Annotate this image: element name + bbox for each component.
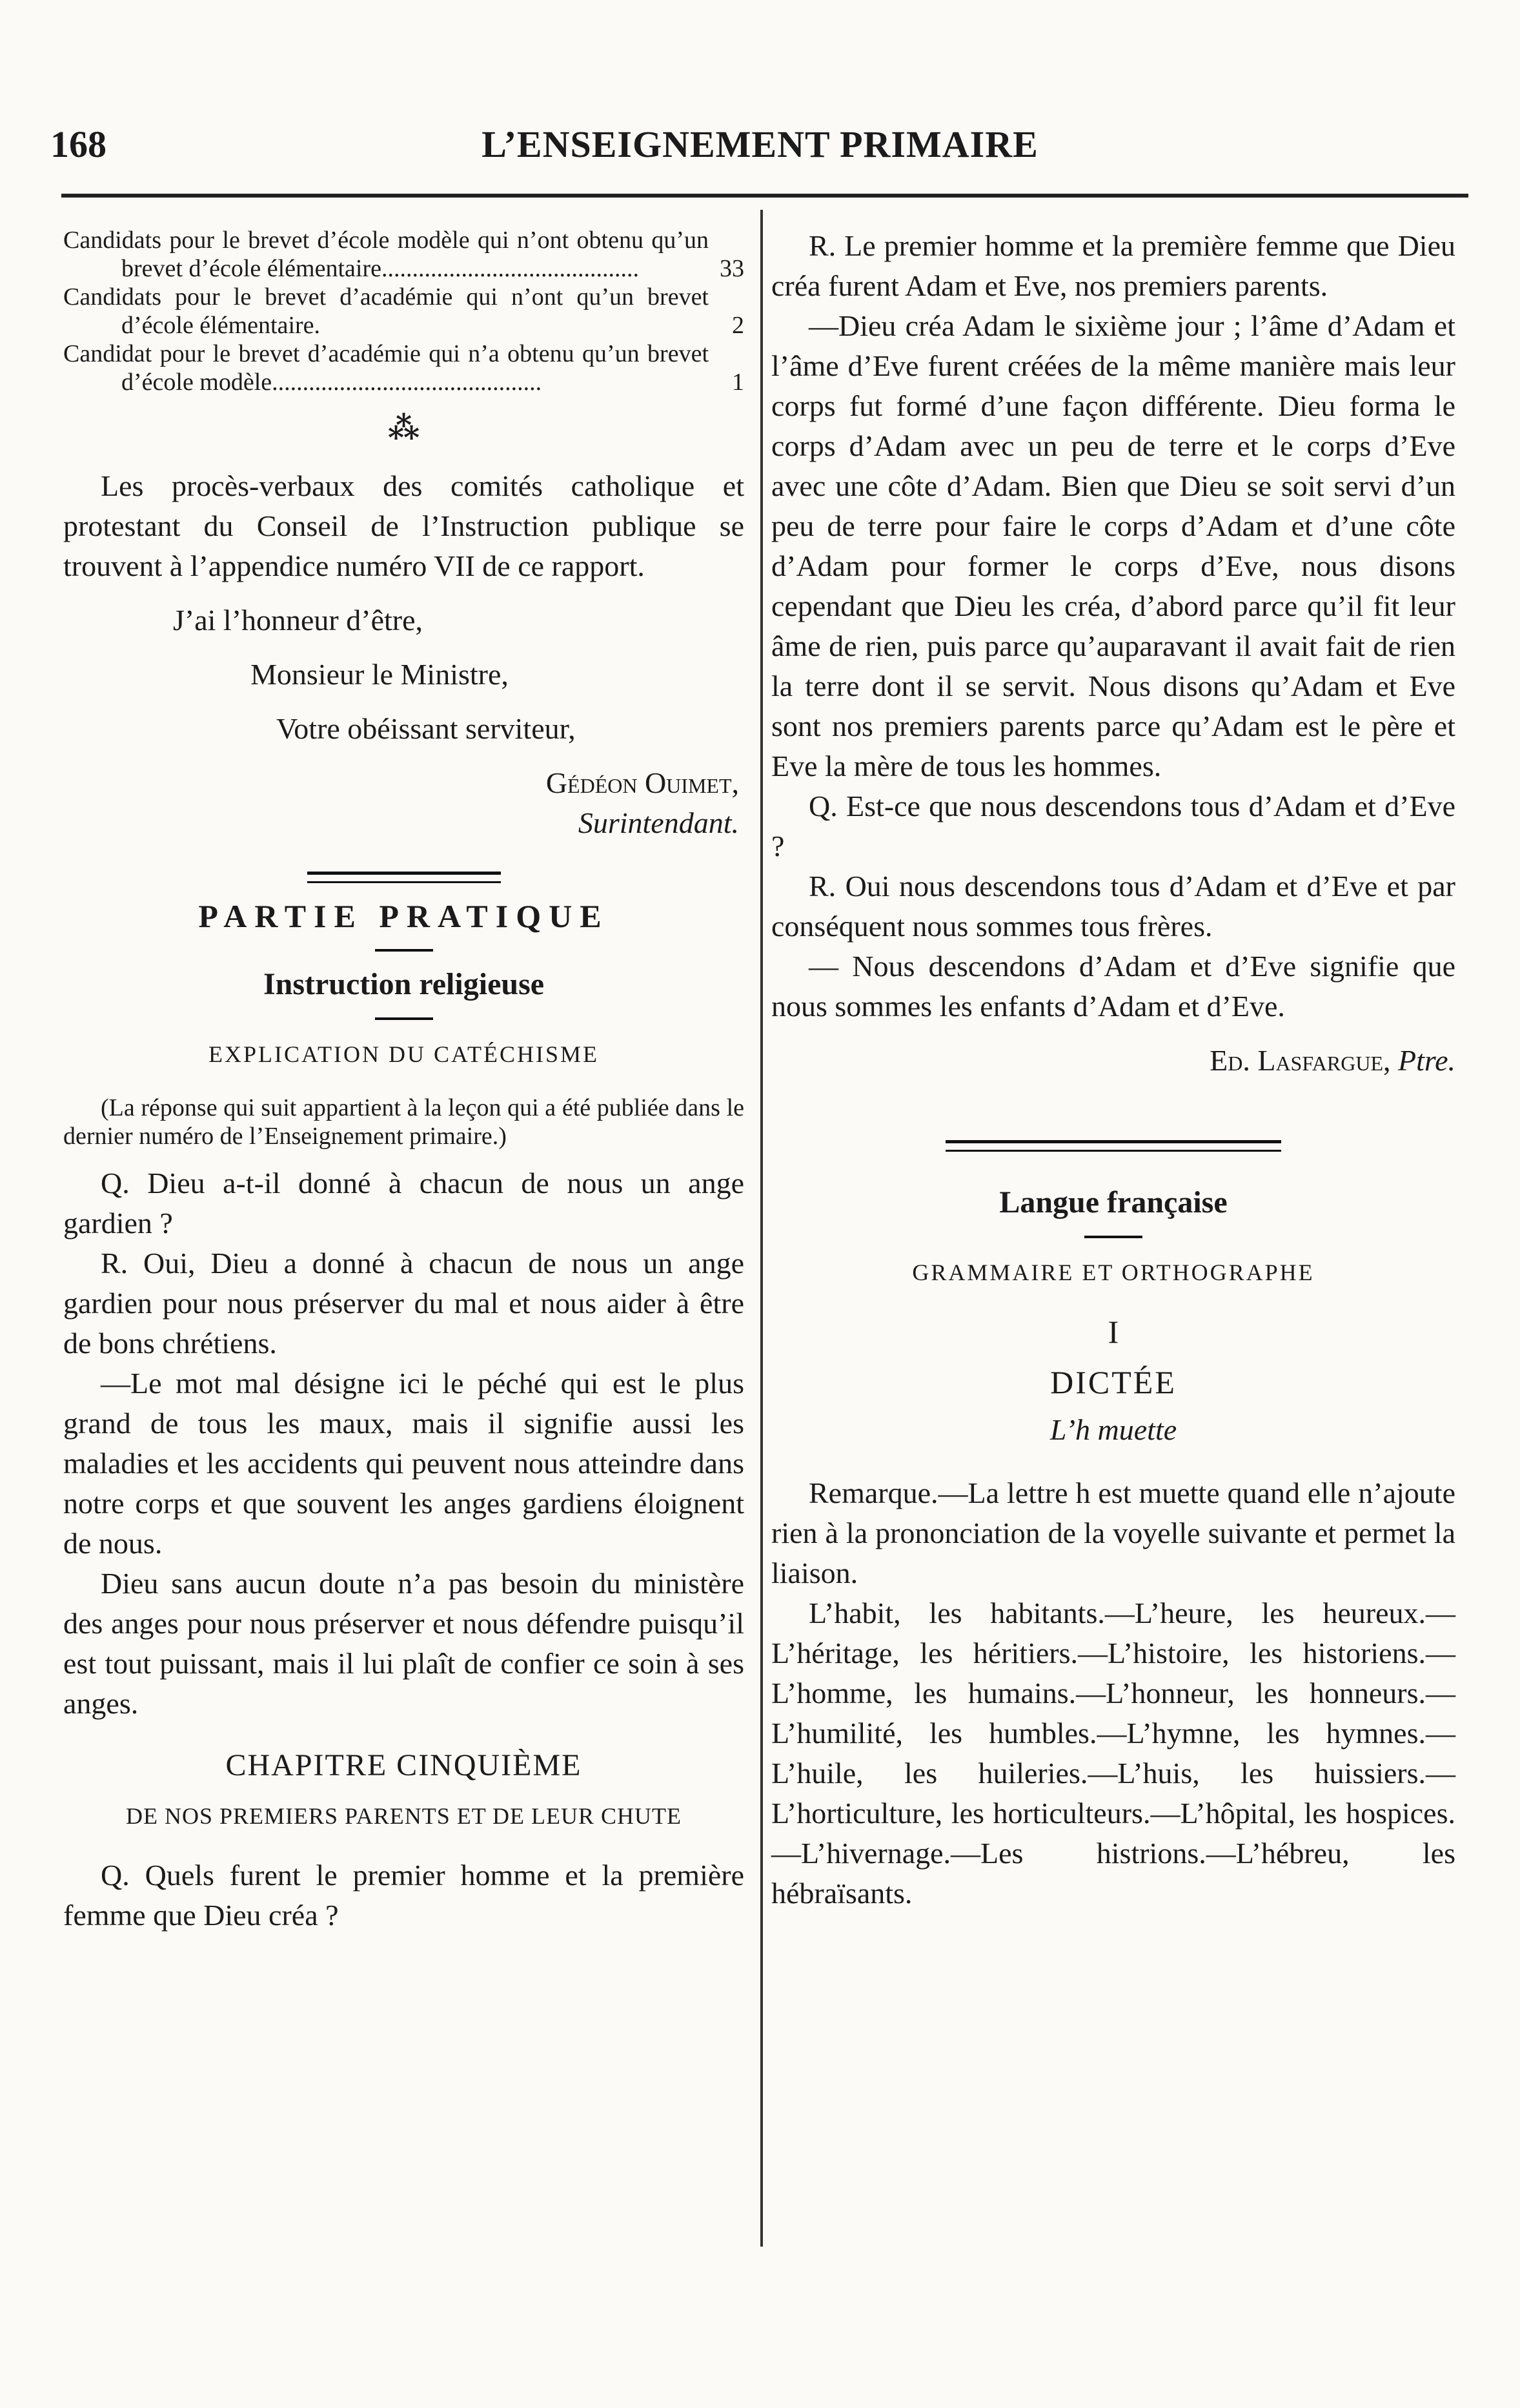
instruction-religieuse-heading: Instruction religieuse (263, 967, 545, 1001)
remarque-paragraph: Remarque.—La lettre h est muette quand elle n’ajoute rien à la prononciation de la voyelle suivante et permet la liaison. (771, 1476, 1455, 1589)
ornament-divider (307, 872, 501, 883)
question-3: Q. Est-ce que nous descendons tous d’Adam et d’Eve ? (771, 790, 1455, 862)
closing-serviteur: Votre obéissant serviteur, (276, 712, 576, 745)
short-rule (375, 949, 433, 952)
descendons-paragraph: — Nous descendons d’Adam et d’Eve signifie que nous sommes les enfants d’Adam et d’Eve. (771, 950, 1455, 1023)
lesson-number: I (1108, 1314, 1119, 1350)
adam-paragraph: —Dieu créa Adam le sixième jour ; l’âme d’Adam et l’âme d’Eve furent créées de la même manière mais leur corps fut formé d’une façon différente. Dieu forma le corps d’Adam avec un peu de terre et le corps d’Eve avec une côte d’Adam. Bien que Dieu se soit servi d’un peu de terre pour faire le corps d’Adam et d’une côte d’Adam pour former le corps d’Eve, nous disons cependant que Dieu les créa, d’abord parce qu’il fit leur âme de rien, puis parce qu’auparavant il avait fait de rien la terre dont il se servit. Nous disons qu’Adam et Eve sont nos premiers parents parce qu’Adam est le père et Eve la mère de tous les hommes. (771, 309, 1455, 782)
chapter-heading: CHAPITRE CINQUIÈME (225, 1748, 582, 1782)
ornament-divider (946, 1140, 1281, 1152)
candidates-text: Candidat pour le brevet d’académie qui n’a obtenu qu’un brevet d’école modèle............................................ (63, 340, 709, 396)
signatory-title: Surintendant. (578, 806, 739, 839)
dictee-heading: DICTÉE (1050, 1364, 1177, 1400)
editorial-note: (La réponse qui suit appartient à la leçon qui a été publiée dans le dernier numéro de l’Enseignement primaire.) (63, 1094, 744, 1150)
proces-verbaux-paragraph: Les procès-verbaux des comités catholique et protestant du Conseil de l’Instruction publique se trouvent à l’appendice numéro VII de ce rapport. (63, 469, 744, 582)
running-title: L’ENSEIGNEMENT PRIMAIRE (481, 123, 1039, 165)
header-rule (61, 194, 1468, 198)
page-number: 168 (50, 123, 106, 165)
page-header (0, 123, 1520, 174)
candidates-row-3 (63, 340, 744, 396)
author-title: Ptre. (1398, 1044, 1455, 1077)
short-rule (375, 1017, 433, 1020)
partie-pratique-heading: PARTIE PRATIQUE (198, 898, 609, 934)
grammaire-heading: GRAMMAIRE ET ORTHOGRAPHE (912, 1260, 1315, 1285)
candidates-count: 33 (720, 255, 744, 282)
langue-francaise-heading: Langue française (999, 1185, 1228, 1219)
answer-1: R. Oui, Dieu a donné à chacun de nous un ange gardien pour nous préserver du mal et nous aider à être de bons chrétiens. (63, 1247, 744, 1360)
signatory-name: Gédéon Ouimet, (545, 766, 739, 799)
dieu-paragraph: Dieu sans aucun doute n’a pas besoin du ministère des anges pour nous préserver et nous défendre puisqu’il est tout puissant, mais il lui plaît de confier ce soin à ses anges. (63, 1567, 744, 1720)
candidates-count: 1 (732, 369, 744, 396)
examples-paragraph: L’habit, les habitants.—L’heure, les heureux.—L’héritage, les héritiers.—L’histoire, les historiens.—L’homme, les humains.—L’honneur, les honneurs.—L’humilité, les humbles.—L’hymne, les hymnes.—L’huile, les huileries.—L’huis, les huissiers.—L’horticulture, les horticulteurs.—L’hôpital, les hospices.—L’hivernage.—Les histrions.—L’hébreu, les hébraïsants. (771, 1597, 1455, 1910)
closing-ministre: Monsieur le Ministre, (250, 658, 509, 691)
closing-honneur: J’ai l’honneur d’être, (173, 604, 423, 637)
candidates-text: Candidats pour le brevet d’école modèle qui n’ont obtenu qu’un brevet d’école élémentaire.......................................... (63, 227, 709, 282)
left-column (63, 226, 744, 1935)
chapter-subheading: DE NOS PREMIERS PARENTS ET DE LEUR CHUTE (125, 1803, 682, 1829)
candidates-text: Candidats pour le brevet d’académie qui n’ont qu’un brevet d’école élémentaire. (63, 283, 709, 339)
explication-heading: EXPLICATION DU CATÉCHISME (208, 1041, 599, 1067)
candidates-row-1 (63, 226, 744, 283)
answer-2: R. Le premier homme et la première femme que Dieu créa furent Adam et Eve, nos premiers parents. (771, 229, 1455, 302)
article-signature (771, 1041, 1455, 1081)
candidates-count: 2 (732, 312, 744, 339)
answer-3: R. Oui nous descendons tous d’Adam et d’Eve et par conséquent nous sommes tous frères. (771, 870, 1455, 943)
author-name: Ed. Lasfargue, (1210, 1044, 1391, 1077)
column-divider (760, 210, 763, 2247)
candidates-row-2 (63, 283, 744, 340)
short-rule (1084, 1236, 1142, 1238)
mal-paragraph: —Le mot mal désigne ici le péché qui est le plus grand de tous les maux, mais il signifie aussi les maladies et les accidents qui peuvent nous atteindre dans notre corps et que souvent les anges gardiens éloignent de nous. (63, 1367, 744, 1560)
right-column (771, 226, 1455, 1913)
asterism: ⁂ (387, 411, 420, 445)
question-2: Q. Quels furent le premier homme et la première femme que Dieu créa ? (63, 1859, 744, 1932)
question-1: Q. Dieu a-t-il donné à chacun de nous un ange gardien ? (63, 1167, 744, 1240)
dictee-subheading: L’h muette (1049, 1413, 1177, 1446)
